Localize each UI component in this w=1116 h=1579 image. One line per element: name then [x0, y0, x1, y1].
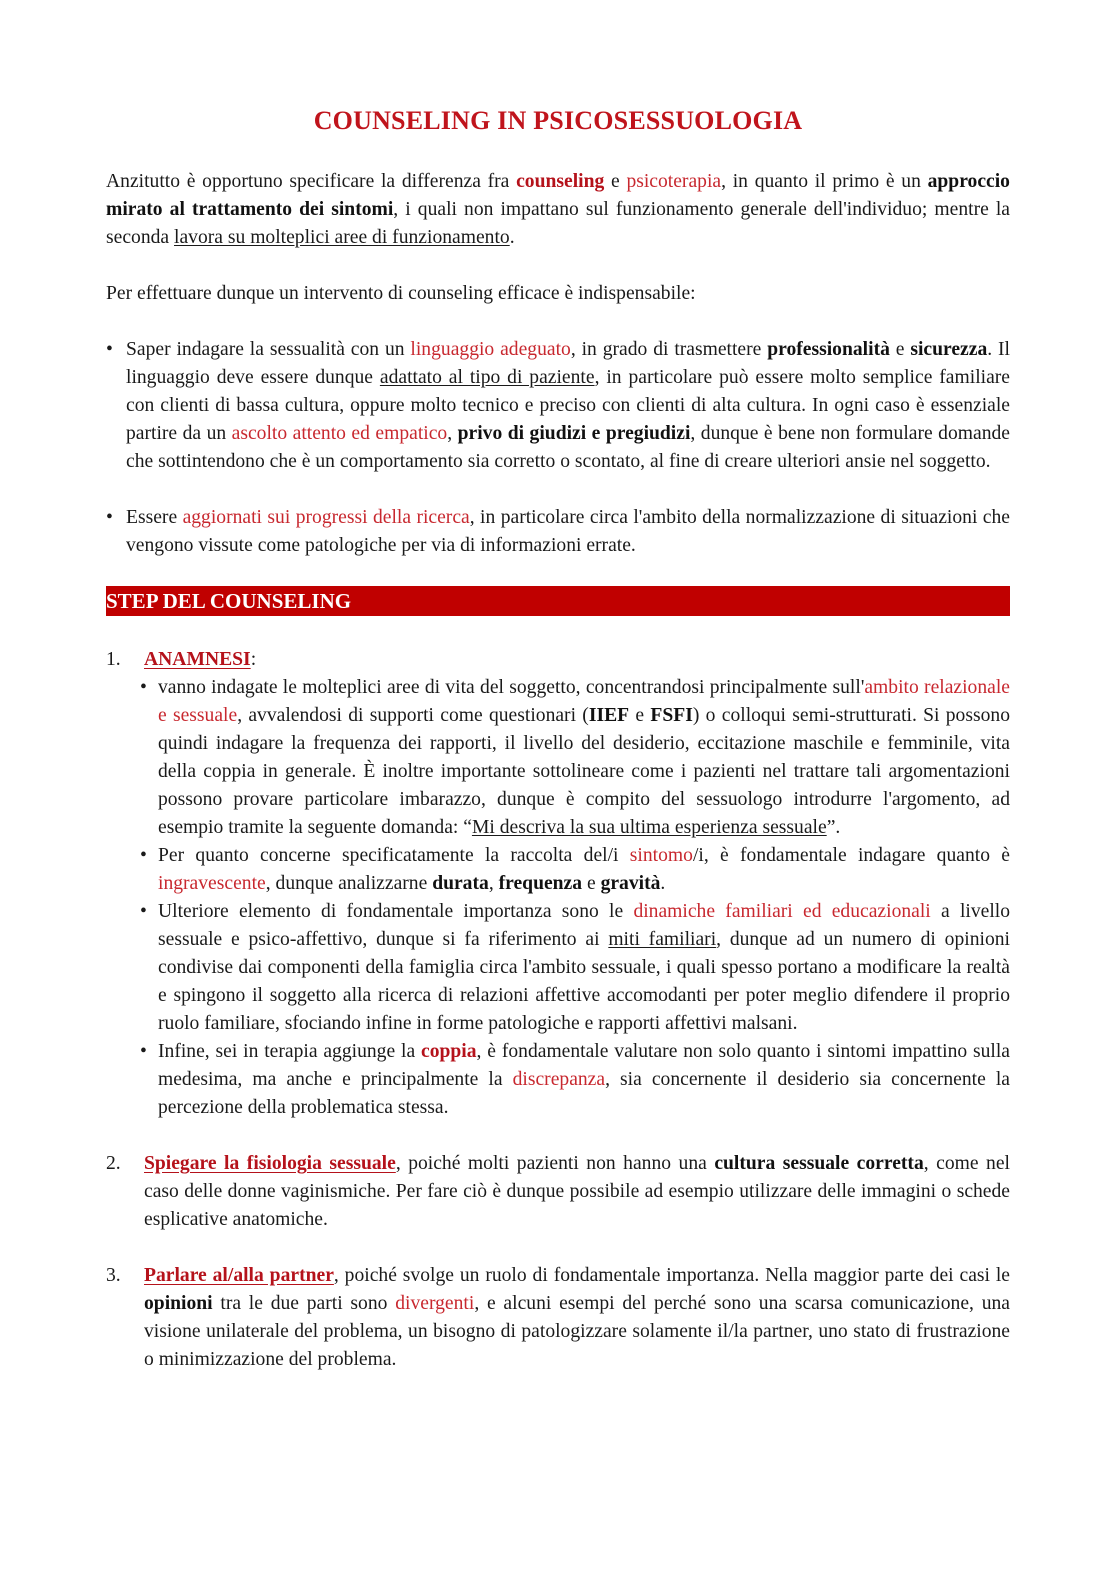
text: , in particolare circa l'ambito della normalizzazione di situazioni che vengono vissute come patologiche per via di informazioni errate. [126, 507, 1010, 556]
text: . Il linguaggio deve essere dunque [126, 339, 1010, 388]
term-aggiornati: aggiornati sui progressi della ricerca [182, 507, 470, 528]
text: , in quanto il primo è un [721, 171, 928, 192]
underline-lavora: lavora su molteplici aree di funzionamento [174, 227, 510, 248]
text: e [582, 873, 601, 894]
text: vanno indagate le molteplici aree di vita del soggetto, concentrandosi principalmente sull' [158, 677, 865, 698]
step-fisiologia [106, 1150, 1010, 1234]
step-number: 1. [106, 649, 121, 670]
bold-privo: privo di giudizi e pregiudizi [457, 423, 691, 444]
term-discrepanza: discrepanza [512, 1069, 606, 1090]
step-anamnesi [106, 646, 1010, 674]
bullet-item-linguaggio [106, 336, 1010, 476]
text: ”. [826, 817, 841, 838]
text: Infine, sei in terapia aggiunge la [158, 1041, 422, 1062]
bullet-icon: • [140, 677, 147, 698]
bold-approccio: approccio mirato al trattamento dei sintomi [106, 171, 1010, 220]
section-heading: STEP DEL COUNSELING [106, 586, 1010, 616]
bold-gravita: gravità [600, 873, 661, 894]
text: , come nel caso delle donne vaginismiche. Per fare ciò è dunque possibile ad esempio utilizzare delle immagini o schede esplicative anatomiche. [144, 1153, 1010, 1230]
term-psicoterapia: psicoterapia [626, 171, 722, 192]
bullet-item-aggiornati [106, 504, 1010, 560]
term-coppia: coppia [421, 1041, 477, 1062]
text: . [509, 227, 515, 248]
text: , sia concernente il desiderio sia concernente la percezione della problematica stessa. [158, 1069, 1010, 1118]
bold-frequenza: frequenza [498, 873, 583, 894]
text: , e alcuni esempi del perché sono una scarsa comunicazione, una visione unilaterale del problema, un bisogno di patologizzare solamente il/la partner, uno stato di frustrazione o minimizzazione del problema. [144, 1293, 1010, 1370]
term-sintomo: sintomo [629, 845, 693, 866]
sub-bullet-coppia [106, 1038, 1010, 1122]
text: Ulteriore elemento di fondamentale importanza sono le [158, 901, 634, 922]
term-divergenti: divergenti [395, 1293, 475, 1314]
sub-bullet-dinamiche [106, 898, 1010, 1038]
text: : [250, 649, 257, 670]
term-linguaggio: linguaggio adeguato [410, 339, 571, 360]
text: a livello sessuale e psico-affettivo, dunque si fa riferimento ai [158, 901, 1011, 950]
bullet-icon: • [106, 339, 113, 360]
intro-paragraph [106, 168, 1010, 252]
term-ambito: ambito relazionale e sessuale [158, 677, 1010, 726]
text: , in grado di trasmettere [570, 339, 768, 360]
text: , dunque è bene non formulare domande che sottintendono che è un comportamento sia corretto o scontato, al fine di creare ulteriori ansie nel soggetto. [126, 423, 1010, 472]
text: tra le due parti sono [212, 1293, 396, 1314]
term-counseling: counseling [516, 171, 605, 192]
step-partner [106, 1262, 1010, 1374]
text: , [447, 423, 458, 444]
bold-professionalita: professionalità [767, 339, 890, 360]
text: , poiché svolge un ruolo di fondamentale importanza. Nella maggior parte dei casi le [333, 1265, 1010, 1286]
text: Saper indagare la sessualità con un [126, 339, 411, 360]
text: , dunque ad un numero di opinioni condivise dai componenti della famiglia circa l'ambito sessuale, i quali spesso portano a modificare la realtà e spingono il soggetto alla ricerca di relazioni affettive accomodanti per poter meglio difendere il proprio ruolo familiare, sfociando infine in forme patologiche e rapporti affettivi malsani. [158, 929, 1010, 1034]
text: e [889, 339, 911, 360]
term-ascolto: ascolto attento ed empatico [231, 423, 448, 444]
sub-bullet-aree [106, 674, 1010, 842]
text: , in particolare può essere molto semplice familiare con clienti di bassa cultura, oppure molto tecnico e preciso con clienti di alta cultura. In ogni caso è essenziale partire da un [126, 367, 1010, 444]
document-body [106, 168, 1010, 1374]
bold-durata: durata [432, 873, 489, 894]
underline-domanda: Mi descriva la sua ultima esperienza sessuale [471, 817, 827, 838]
underline-miti: miti familiari [608, 929, 717, 950]
bullet-icon: • [140, 1041, 147, 1062]
text: , è fondamentale valutare non solo quanto i sintomi impattino sulla medesima, ma anche e principalmente la [158, 1041, 1011, 1090]
bold-fsfi: FSFI [650, 705, 693, 726]
page-title: COUNSELING IN PSICOSESSUOLOGIA [313, 106, 803, 135]
bullet-icon: • [140, 901, 147, 922]
step-title-fisiologia: Spiegare la fisiologia sessuale [144, 1153, 396, 1174]
term-ingravescente: ingravescente [158, 873, 266, 894]
text: /i, è fondamentale indagare quanto è [692, 845, 1010, 866]
text: . [660, 873, 666, 894]
step-title-anamnesi: ANAMNESI [144, 649, 251, 670]
text: e [629, 705, 651, 726]
bullet-icon: • [106, 507, 113, 528]
bullet-icon: • [140, 845, 147, 866]
bold-sicurezza: sicurezza [910, 339, 988, 360]
bold-iief: IIEF [588, 705, 630, 726]
text: Per quanto concerne specificatamente la raccolta del/i [158, 845, 630, 866]
text: , dunque analizzarne [265, 873, 433, 894]
text: e [604, 171, 627, 192]
text: , i quali non impattano sul funzionamento generale dell'individuo; mentre la seconda [106, 199, 1011, 248]
text: , avvalendosi di supporti come questionari ( [237, 705, 589, 726]
step-title-partner: Parlare al/alla partner [144, 1265, 334, 1286]
sub-bullet-sintomo [106, 842, 1010, 898]
step-number: 3. [106, 1265, 121, 1286]
bold-cultura: cultura sessuale corretta [714, 1153, 924, 1174]
paragraph-requirements: Per effettuare dunque un intervento di counseling efficace è indispensabile: [106, 283, 696, 304]
text: , poiché molti pazienti non hanno una [395, 1153, 715, 1174]
bold-opinioni: opinioni [144, 1293, 213, 1314]
underline-adattato: adattato al tipo di paziente [379, 367, 595, 388]
text: , [488, 873, 499, 894]
term-dinamiche: dinamiche familiari ed educazionali [633, 901, 931, 922]
step-number: 2. [106, 1153, 121, 1174]
text: Anzitutto è opportuno specificare la differenza fra [106, 171, 517, 192]
text: ) o colloqui semi-strutturati. Si possono quindi indagare la frequenza dei rapporti, il livello del desiderio, eccitazione maschile e femminile, vita della coppia in generale. È inoltre importante sottolineare come i pazienti nel trattare tali argomentazioni possono provare particolare imbarazzo, dunque è compito del sessuologo introdurre l'argomento, ad esempio tramite la seguente domanda: “ [158, 705, 1010, 838]
text: Essere [126, 507, 183, 528]
